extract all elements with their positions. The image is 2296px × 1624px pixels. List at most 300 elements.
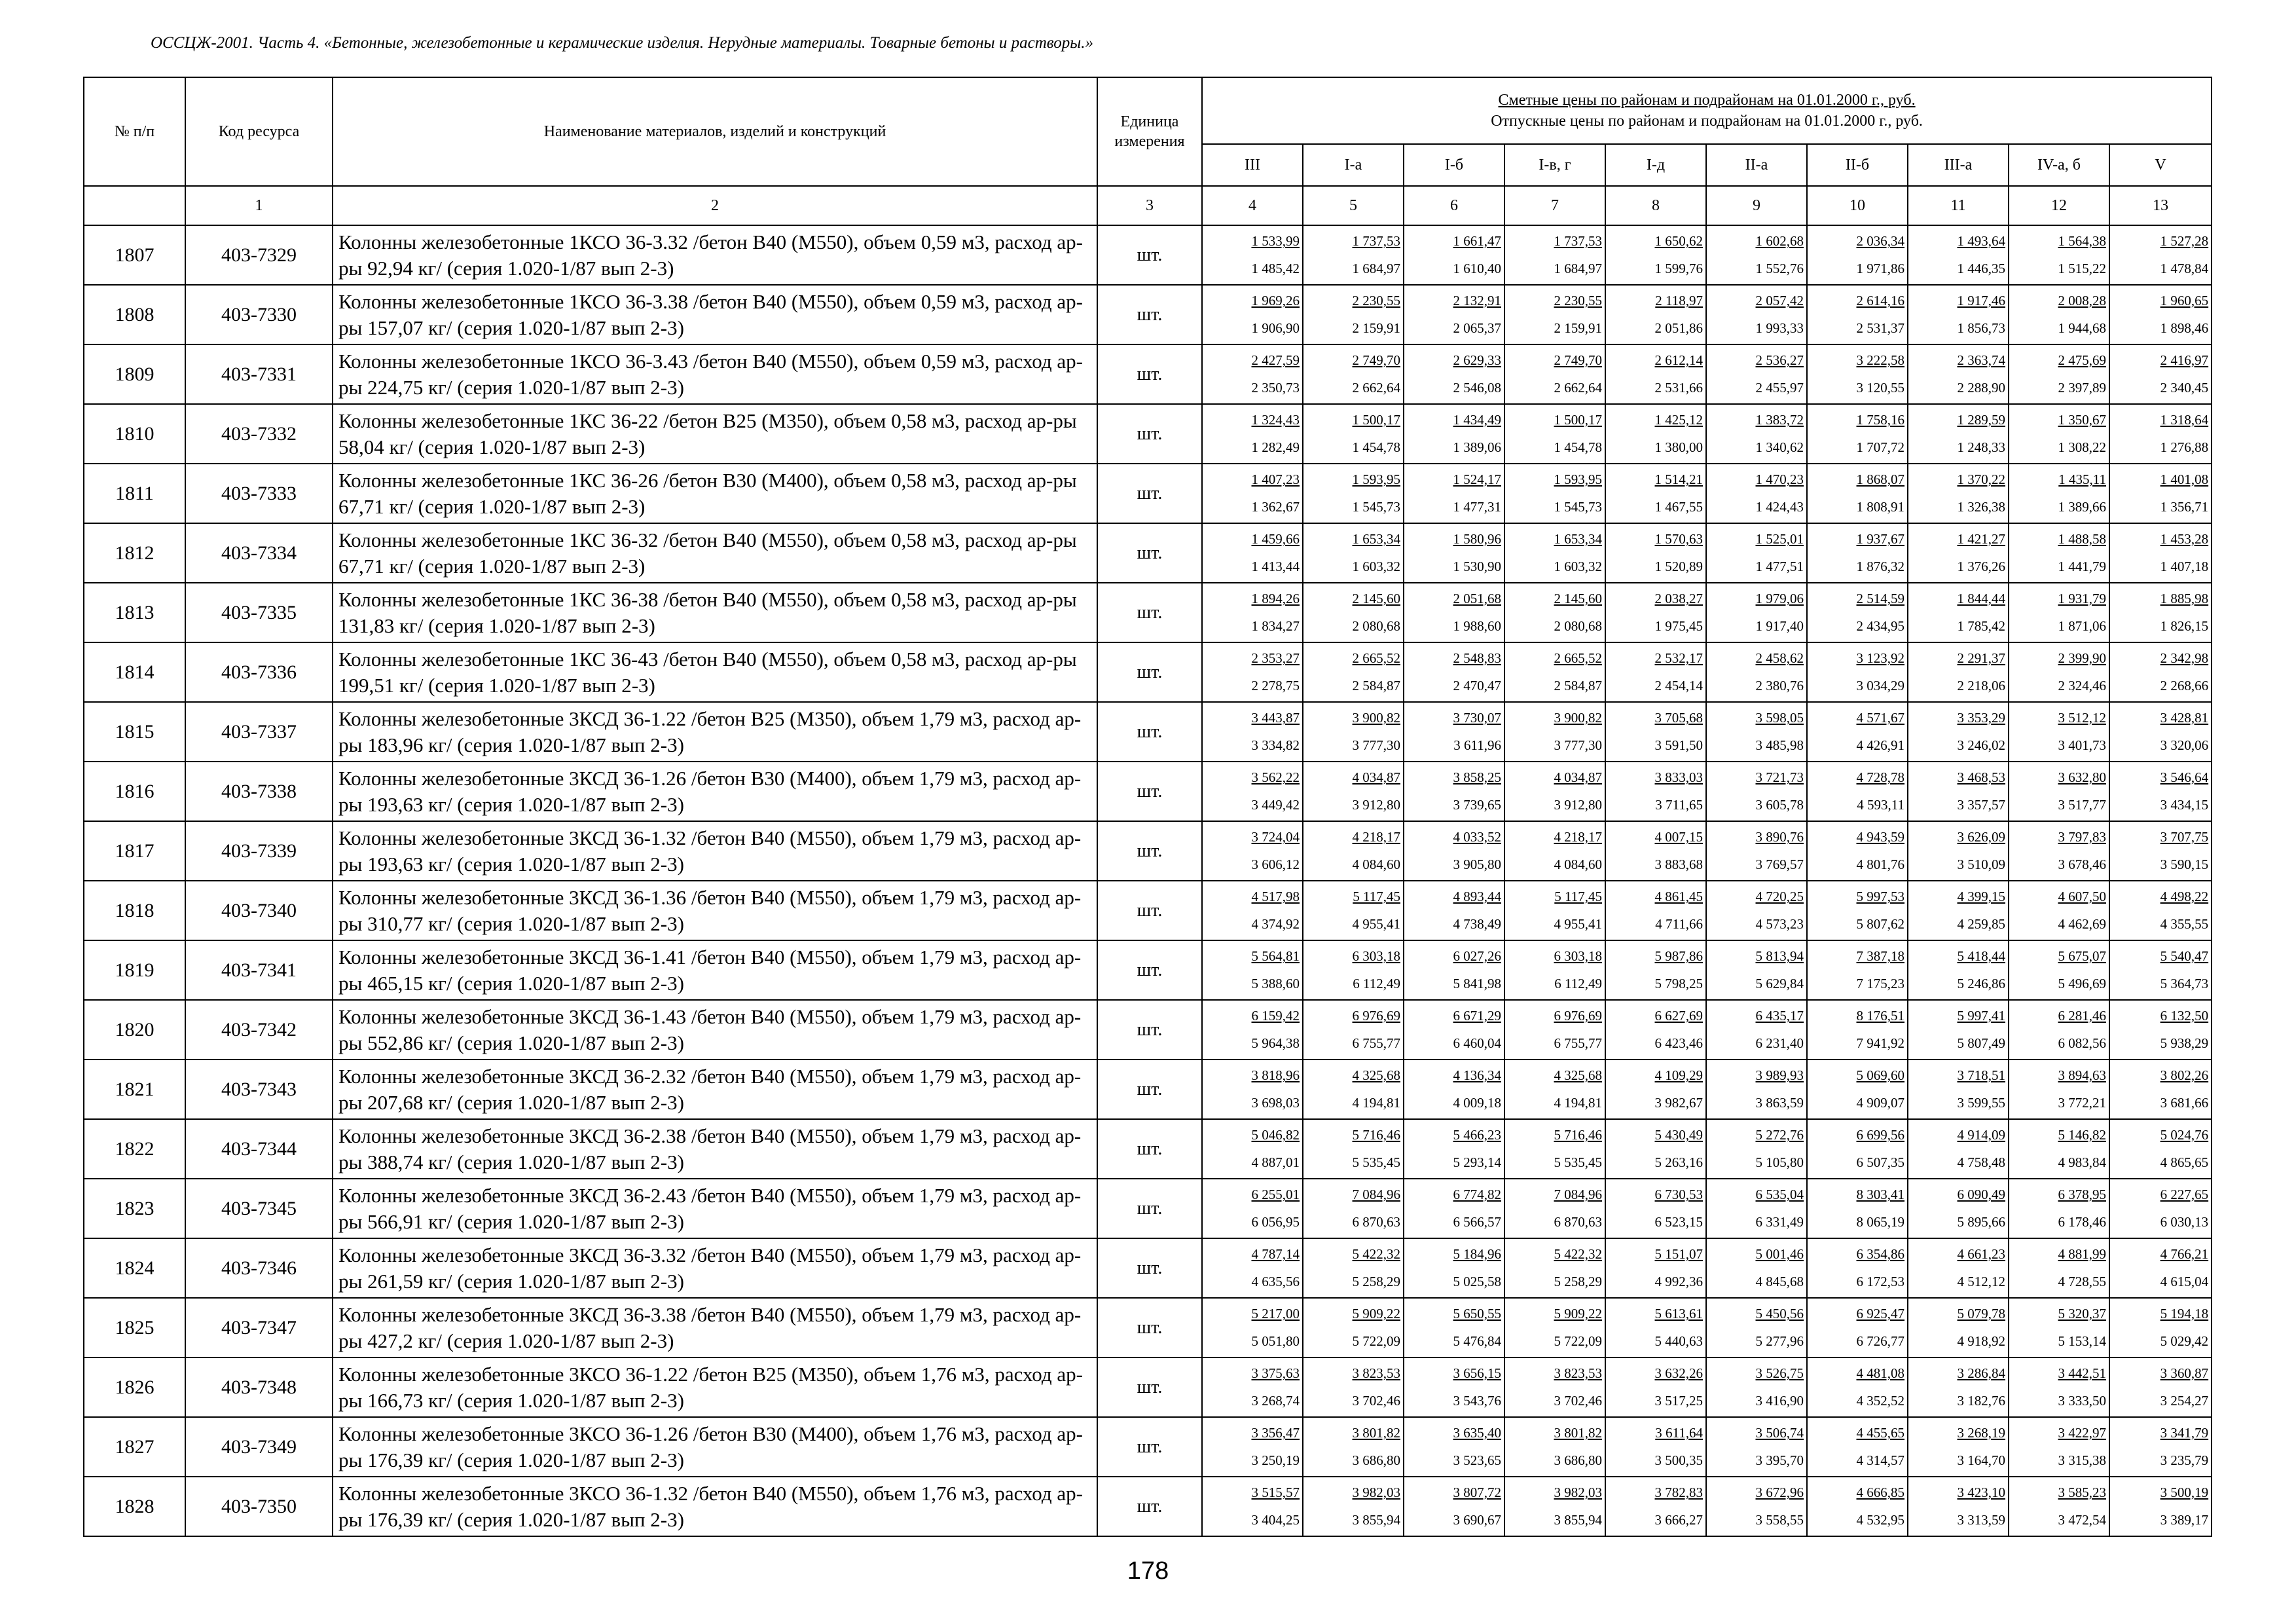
release-price: 3 777,30	[1352, 737, 1400, 753]
release-price: 1 276,88	[2160, 439, 2209, 455]
estimated-price: 4 325,68	[1352, 1067, 1400, 1084]
release-price: 5 722,09	[1554, 1333, 1602, 1349]
estimated-price: 2 038,27	[1654, 591, 1703, 607]
price-cell	[1504, 404, 1605, 464]
price-cell	[1605, 881, 1706, 940]
price-cell	[1404, 1179, 1504, 1238]
estimated-price: 3 656,15	[1453, 1365, 1501, 1382]
price-cell	[2009, 523, 2109, 583]
price-cell	[1908, 523, 2009, 583]
release-price: 4 426,91	[1856, 737, 1904, 753]
price-cell	[2009, 881, 2109, 940]
column-number: 3	[1097, 186, 1202, 225]
release-price: 1 917,40	[1755, 618, 1804, 634]
price-cell	[1706, 523, 1807, 583]
release-price: 1 454,78	[1352, 439, 1400, 455]
material-name: Колонны железобетонные 3КСО 36-1.32 /бетон В40 (М550), объем 1,76 м3, расход ар-ры 176,39 кг/ (серия 1.020-1/87 вып 2-3)	[333, 1477, 1097, 1536]
column-number: 8	[1605, 186, 1706, 225]
estimated-price: 4 007,15	[1654, 829, 1703, 845]
estimated-price: 1 514,21	[1654, 471, 1703, 488]
release-price: 4 462,69	[2058, 915, 2106, 932]
estimated-price: 1 653,34	[1352, 531, 1400, 547]
release-price: 5 535,45	[1352, 1154, 1400, 1170]
price-cell	[1504, 1357, 1605, 1417]
release-price: 5 895,66	[1957, 1213, 2005, 1230]
price-cell	[1807, 1417, 1908, 1477]
estimated-price: 6 774,82	[1453, 1187, 1501, 1203]
price-cell	[2009, 225, 2109, 285]
price-cell	[1908, 702, 2009, 762]
release-price: 4 352,52	[1856, 1392, 1904, 1409]
release-price: 5 263,16	[1654, 1154, 1703, 1170]
resource-code: 403-7330	[185, 285, 333, 344]
material-name: Колонны железобетонные 1КСО 36-3.43 /бетон В40 (М550), объем 0,59 м3, расход ар-ры 224,75 кг/ (серия 1.020-1/87 вып 2-3)	[333, 344, 1097, 404]
estimated-price: 4 034,87	[1352, 769, 1400, 786]
estimated-price: 2 118,97	[1655, 293, 1703, 309]
price-cell	[1908, 225, 2009, 285]
release-price: 3 606,12	[1251, 856, 1300, 872]
price-cell	[1807, 1357, 1908, 1417]
release-price: 1 707,72	[1856, 439, 1904, 455]
price-cell	[1706, 642, 1807, 702]
release-price: 1 407,18	[2160, 558, 2209, 574]
release-price: 3 711,65	[1655, 796, 1703, 813]
estimated-price: 6 027,26	[1453, 948, 1501, 965]
estimated-price: 6 227,65	[2160, 1187, 2209, 1203]
material-name: Колонны железобетонные 3КСД 36-1.26 /бетон В30 (М400), объем 1,79 м3, расход ар-ры 193,63 кг/ (серия 1.020-1/87 вып 2-3)	[333, 762, 1097, 821]
release-price: 7 941,92	[1856, 1035, 1904, 1051]
price-cell	[1908, 285, 2009, 344]
estimated-price: 4 498,22	[2160, 889, 2209, 905]
estimated-price: 4 109,29	[1654, 1067, 1703, 1084]
estimated-price: 1 758,16	[1856, 412, 1904, 428]
price-cell	[1404, 702, 1504, 762]
release-price: 3 739,65	[1453, 796, 1501, 813]
estimated-price: 5 997,41	[1957, 1008, 2005, 1024]
estimated-price: 1 653,34	[1554, 531, 1602, 547]
material-name: Колонны железобетонные 3КСД 36-1.41 /бетон В40 (М550), объем 1,79 м3, расход ар-ры 465,15 кг/ (серия 1.020-1/87 вып 2-3)	[333, 940, 1097, 1000]
estimated-price: 6 281,46	[2058, 1008, 2106, 1024]
estimated-price: 3 423,10	[1957, 1485, 2005, 1501]
release-price: 3 449,42	[1251, 796, 1300, 813]
price-cell	[1202, 404, 1303, 464]
unit-of-measure: шт.	[1097, 583, 1202, 642]
price-cell	[1908, 762, 2009, 821]
price-cell	[1202, 1298, 1303, 1357]
price-cell	[2009, 404, 2109, 464]
price-cell	[1504, 1179, 1605, 1238]
table-row	[84, 583, 2212, 642]
column-number: 12	[2009, 186, 2109, 225]
release-price: 5 496,69	[2058, 975, 2106, 991]
price-cell	[1202, 1060, 1303, 1119]
estimated-price: 2 749,70	[1554, 352, 1602, 369]
price-cell	[1807, 702, 1908, 762]
table-row	[84, 702, 2212, 762]
release-price: 5 258,29	[1352, 1273, 1400, 1289]
column-number: 5	[1303, 186, 1404, 225]
material-name: Колонны железобетонные 3КСД 36-2.32 /бетон В40 (М550), объем 1,79 м3, расход ар-ры 207,68 кг/ (серия 1.020-1/87 вып 2-3)	[333, 1060, 1097, 1119]
price-cell	[1706, 1179, 1807, 1238]
page-number: 178	[1127, 1557, 1169, 1585]
price-cell	[2109, 1417, 2212, 1477]
estimated-price: 5 184,96	[1453, 1246, 1501, 1263]
release-price: 4 801,76	[1856, 856, 1904, 872]
release-price: 5 476,84	[1453, 1333, 1501, 1349]
estimated-price: 5 194,18	[2160, 1306, 2209, 1322]
column-number: 9	[1706, 186, 1807, 225]
price-cell	[1605, 702, 1706, 762]
price-cell	[1504, 225, 1605, 285]
estimated-price: 4 034,87	[1554, 769, 1602, 786]
resource-code: 403-7334	[185, 523, 333, 583]
release-price: 3 883,68	[1654, 856, 1703, 872]
region-header: I-д	[1605, 144, 1706, 186]
price-cell	[1706, 1357, 1807, 1417]
price-cell	[1706, 1119, 1807, 1179]
material-name: Колонны железобетонные 1КС 36-38 /бетон В40 (М550), объем 0,58 м3, расход ар-ры 131,83 кг/ (серия 1.020-1/87 вып 2-3)	[333, 583, 1097, 642]
table-row	[84, 881, 2212, 940]
release-price: 5 841,98	[1453, 975, 1501, 991]
price-cell	[1706, 821, 1807, 881]
price-cell	[1706, 762, 1807, 821]
table-row	[84, 762, 2212, 821]
column-number-row	[84, 186, 2212, 225]
release-price: 3 500,35	[1654, 1452, 1703, 1468]
release-price: 1 785,42	[1957, 618, 2005, 634]
table-row	[84, 523, 2212, 583]
release-price: 1 906,90	[1251, 320, 1300, 336]
table-row	[84, 1179, 2212, 1238]
estimated-price: 4 517,98	[1251, 889, 1300, 905]
estimated-price: 2 363,74	[1957, 352, 2005, 369]
estimated-price: 5 069,60	[1856, 1067, 1904, 1084]
resource-code: 403-7336	[185, 642, 333, 702]
estimated-price: 1 969,26	[1251, 293, 1300, 309]
unit-of-measure: шт.	[1097, 1000, 1202, 1060]
price-cell	[1504, 940, 1605, 1000]
release-price: 6 726,77	[1856, 1333, 1904, 1349]
estimated-price: 6 925,47	[1856, 1306, 1904, 1322]
table-row	[84, 821, 2212, 881]
estimated-price: 4 766,21	[2160, 1246, 2209, 1263]
price-cell	[1807, 1298, 1908, 1357]
release-price: 1 898,46	[2160, 320, 2209, 336]
header-material-name: Наименование материалов, изделий и конструкций	[333, 77, 1097, 186]
estimated-price: 3 428,81	[2160, 710, 2209, 726]
release-price: 4 512,12	[1957, 1273, 2005, 1289]
price-cell	[1706, 225, 1807, 285]
price-cell	[1908, 1060, 2009, 1119]
price-cell	[1303, 821, 1404, 881]
estimated-price: 1 737,53	[1352, 233, 1400, 249]
release-price: 5 964,38	[1251, 1035, 1300, 1051]
estimated-price: 1 435,11	[2058, 471, 2106, 488]
release-price: 3 855,94	[1352, 1511, 1400, 1528]
release-price: 4 593,11	[1857, 796, 1904, 813]
estimated-price: 5 813,94	[1755, 948, 1804, 965]
row-number: 1825	[84, 1298, 185, 1357]
estimated-price: 1 318,64	[2160, 412, 2209, 428]
header-number: № п/п	[84, 77, 185, 186]
release-price: 2 288,90	[1957, 379, 2005, 396]
estimated-price: 3 123,92	[1856, 650, 1904, 667]
estimated-price: 1 324,43	[1251, 412, 1300, 428]
estimated-price: 1 570,63	[1654, 531, 1703, 547]
header-unit: Единица измерения	[1097, 77, 1202, 186]
price-cell	[1504, 1119, 1605, 1179]
release-price: 2 350,73	[1251, 379, 1300, 396]
release-price: 5 807,62	[1856, 915, 1904, 932]
row-number: 1819	[84, 940, 185, 1000]
unit-of-measure: шт.	[1097, 642, 1202, 702]
estimated-price: 4 136,34	[1453, 1067, 1501, 1084]
estimated-price: 5 613,61	[1654, 1306, 1703, 1322]
material-name: Колонны железобетонные 3КСД 36-1.22 /бетон В25 (М350), объем 1,79 м3, расход ар-ры 183,96 кг/ (серия 1.020-1/87 вып 2-3)	[333, 702, 1097, 762]
estimated-price: 5 716,46	[1352, 1127, 1400, 1143]
release-price: 3 702,46	[1554, 1392, 1602, 1409]
row-number: 1810	[84, 404, 185, 464]
release-price: 6 507,35	[1856, 1154, 1904, 1170]
price-cell	[1605, 464, 1706, 523]
estimated-price: 3 515,57	[1251, 1485, 1300, 1501]
estimated-price: 3 286,84	[1957, 1365, 2005, 1382]
price-cell	[1908, 821, 2009, 881]
release-price: 3 389,17	[2160, 1511, 2209, 1528]
price-cell	[1202, 702, 1303, 762]
price-cell	[1807, 762, 1908, 821]
release-price: 1 610,40	[1453, 260, 1501, 276]
price-cell	[2009, 940, 2109, 1000]
release-price: 1 477,51	[1755, 558, 1804, 574]
price-cell	[1807, 344, 1908, 404]
estimated-price: 1 885,98	[2160, 591, 2209, 607]
estimated-price: 3 900,82	[1554, 710, 1602, 726]
release-price: 3 772,21	[2058, 1094, 2106, 1111]
estimated-price: 5 217,00	[1251, 1306, 1300, 1322]
price-cell	[1807, 1179, 1908, 1238]
estimated-price: 2 051,68	[1453, 591, 1501, 607]
estimated-price: 3 797,83	[2058, 829, 2106, 845]
price-cell	[1404, 1417, 1504, 1477]
column-number: 2	[333, 186, 1097, 225]
estimated-price: 3 632,80	[2058, 769, 2106, 786]
release-price: 3 164,70	[1957, 1452, 2005, 1468]
unit-of-measure: шт.	[1097, 464, 1202, 523]
release-price: 1 871,06	[2058, 618, 2106, 634]
estimated-price: 1 580,96	[1453, 531, 1501, 547]
estimated-price: 6 535,04	[1755, 1187, 1804, 1203]
estimated-price: 3 705,68	[1654, 710, 1703, 726]
release-price: 3 982,67	[1654, 1094, 1703, 1111]
unit-of-measure: шт.	[1097, 1477, 1202, 1536]
release-price: 3 401,73	[2058, 737, 2106, 753]
release-price: 2 584,87	[1352, 677, 1400, 693]
estimated-price: 5 079,78	[1957, 1306, 2005, 1322]
release-price: 3 698,03	[1251, 1094, 1300, 1111]
estimated-price: 1 425,12	[1654, 412, 1703, 428]
material-name: Колонны железобетонные 1КС 36-26 /бетон В30 (М400), объем 0,58 м3, расход ар-ры 67,71 кг/ (серия 1.020-1/87 вып 2-3)	[333, 464, 1097, 523]
release-price: 5 364,73	[2160, 975, 2209, 991]
column-number: 13	[2109, 186, 2212, 225]
price-cell	[2009, 1179, 2109, 1238]
price-cell	[1605, 285, 1706, 344]
estimated-price: 3 807,72	[1453, 1485, 1501, 1501]
estimated-price: 5 422,32	[1554, 1246, 1602, 1263]
price-cell	[1504, 1477, 1605, 1536]
material-name: Колонны железобетонные 1КСО 36-3.38 /бетон В40 (М550), объем 0,59 м3, расход ар-ры 157,07 кг/ (серия 1.020-1/87 вып 2-3)	[333, 285, 1097, 344]
price-cell	[1504, 464, 1605, 523]
release-price: 1 856,73	[1957, 320, 2005, 336]
material-name: Колонны железобетонные 1КСО 36-3.32 /бетон В40 (М550), объем 0,59 м3, расход ар-ры 92,94 кг/ (серия 1.020-1/87 вып 2-3)	[333, 225, 1097, 285]
price-cell	[1202, 464, 1303, 523]
estimated-price: 3 268,19	[1957, 1425, 2005, 1441]
release-price: 6 112,49	[1554, 975, 1602, 991]
resource-code: 403-7348	[185, 1357, 333, 1417]
release-price: 1 282,49	[1251, 439, 1300, 455]
release-price: 3 120,55	[1856, 379, 1904, 396]
estimated-price: 2 353,27	[1251, 650, 1300, 667]
row-number: 1826	[84, 1357, 185, 1417]
release-price: 3 702,46	[1352, 1392, 1400, 1409]
release-price: 5 535,45	[1554, 1154, 1602, 1170]
estimated-price: 6 378,95	[2058, 1187, 2106, 1203]
price-cell	[2109, 940, 2212, 1000]
price-table	[83, 77, 2212, 1537]
estimated-price: 2 548,83	[1453, 650, 1501, 667]
unit-of-measure: шт.	[1097, 225, 1202, 285]
price-cell	[2109, 1238, 2212, 1298]
release-price: 1 326,38	[1957, 498, 2005, 515]
release-price: 4 532,95	[1856, 1511, 1904, 1528]
price-cell	[1303, 523, 1404, 583]
release-price: 5 105,80	[1755, 1154, 1804, 1170]
price-cell	[1202, 285, 1303, 344]
release-price: 4 758,48	[1957, 1154, 2005, 1170]
resource-code: 403-7329	[185, 225, 333, 285]
price-cell	[1706, 1477, 1807, 1536]
estimated-price: 5 466,23	[1453, 1127, 1501, 1143]
material-name: Колонны железобетонные 3КСД 36-1.43 /бетон В40 (М550), объем 1,79 м3, расход ар-ры 552,86 кг/ (серия 1.020-1/87 вып 2-3)	[333, 1000, 1097, 1060]
price-cell	[1706, 1238, 1807, 1298]
table-row	[84, 344, 2212, 404]
release-price: 3 034,29	[1856, 677, 1904, 693]
price-cell	[1706, 940, 1807, 1000]
release-price: 1 478,84	[2160, 260, 2209, 276]
release-price: 2 080,68	[1352, 618, 1400, 634]
estimated-price: 3 512,12	[2058, 710, 2106, 726]
release-price: 1 515,22	[2058, 260, 2106, 276]
estimated-price: 2 614,16	[1856, 293, 1904, 309]
estimated-price: 3 707,75	[2160, 829, 2209, 845]
row-number: 1821	[84, 1060, 185, 1119]
release-price: 6 178,46	[2058, 1213, 2106, 1230]
material-name: Колонны железобетонные 3КСД 36-2.38 /бетон В40 (М550), объем 1,79 м3, расход ар-ры 388,74 кг/ (серия 1.020-1/87 вып 2-3)	[333, 1119, 1097, 1179]
price-cell	[1807, 1119, 1908, 1179]
release-price: 3 905,80	[1453, 856, 1501, 872]
material-name: Колонны железобетонные 3КСД 36-1.32 /бетон В40 (М550), объем 1,79 м3, расход ар-ры 193,63 кг/ (серия 1.020-1/87 вып 2-3)	[333, 821, 1097, 881]
price-cell	[2109, 583, 2212, 642]
estimated-price: 5 450,56	[1755, 1306, 1804, 1322]
header-price-caption	[1202, 77, 2212, 144]
release-price: 6 755,77	[1352, 1035, 1400, 1051]
release-price: 4 992,36	[1654, 1273, 1703, 1289]
estimated-price: 5 001,46	[1755, 1246, 1804, 1263]
release-price: 1 975,45	[1654, 618, 1703, 634]
price-cell	[2109, 464, 2212, 523]
release-price: 4 955,41	[1554, 915, 1602, 932]
price-cell	[1504, 1298, 1605, 1357]
estimated-price: 3 443,87	[1251, 710, 1300, 726]
row-number: 1813	[84, 583, 185, 642]
unit-of-measure: шт.	[1097, 523, 1202, 583]
estimated-price: 3 353,29	[1957, 710, 2005, 726]
release-price: 3 912,80	[1554, 796, 1602, 813]
estimated-price: 4 914,09	[1957, 1127, 2005, 1143]
release-price: 5 246,86	[1957, 975, 2005, 991]
price-cell	[1706, 1060, 1807, 1119]
release-price: 5 807,49	[1957, 1035, 2005, 1051]
release-price: 7 175,23	[1856, 975, 1904, 991]
table-row	[84, 1417, 2212, 1477]
price-cell	[2109, 642, 2212, 702]
estimated-price: 2 399,90	[2058, 650, 2106, 667]
price-cell	[2009, 344, 2109, 404]
price-cell	[1202, 583, 1303, 642]
resource-code: 403-7337	[185, 702, 333, 762]
release-price: 4 955,41	[1352, 915, 1400, 932]
estimated-price: 3 823,53	[1352, 1365, 1400, 1382]
release-price: 3 320,06	[2160, 737, 2209, 753]
release-price: 2 065,37	[1453, 320, 1501, 336]
release-price: 6 566,57	[1453, 1213, 1501, 1230]
row-number: 1808	[84, 285, 185, 344]
release-price: 1 441,79	[2058, 558, 2106, 574]
price-cell	[1908, 1477, 2009, 1536]
resource-code: 403-7341	[185, 940, 333, 1000]
release-price: 1 485,42	[1251, 260, 1300, 276]
release-price: 5 153,14	[2058, 1333, 2106, 1349]
release-price: 6 870,63	[1352, 1213, 1400, 1230]
estimated-price: 2 514,59	[1856, 591, 1904, 607]
release-price: 4 573,23	[1755, 915, 1804, 932]
price-cell	[1404, 1060, 1504, 1119]
price-cell	[1404, 1477, 1504, 1536]
release-price: 3 611,96	[1453, 737, 1501, 753]
release-price: 3 357,57	[1957, 796, 2005, 813]
release-price: 3 590,15	[2160, 856, 2209, 872]
region-header: II-б	[1807, 144, 1908, 186]
estimated-price: 2 665,52	[1352, 650, 1400, 667]
estimated-price: 2 230,55	[1554, 293, 1602, 309]
price-cell	[1504, 642, 1605, 702]
price-cell	[1404, 523, 1504, 583]
price-cell	[2109, 1179, 2212, 1238]
release-price: 4 615,04	[2160, 1273, 2209, 1289]
price-cell	[1605, 1179, 1706, 1238]
release-price: 2 218,06	[1957, 677, 2005, 693]
release-price: 1 424,43	[1755, 498, 1804, 515]
estimated-price: 2 230,55	[1352, 293, 1400, 309]
row-number: 1812	[84, 523, 185, 583]
price-cell	[1202, 642, 1303, 702]
release-price: 1 808,91	[1856, 498, 1904, 515]
region-header: IV-а, б	[2009, 144, 2109, 186]
estimated-price: 5 418,44	[1957, 948, 2005, 965]
price-cell	[1605, 642, 1706, 702]
estimated-price: 6 255,01	[1251, 1187, 1300, 1203]
estimated-price: 2 612,14	[1654, 352, 1703, 369]
